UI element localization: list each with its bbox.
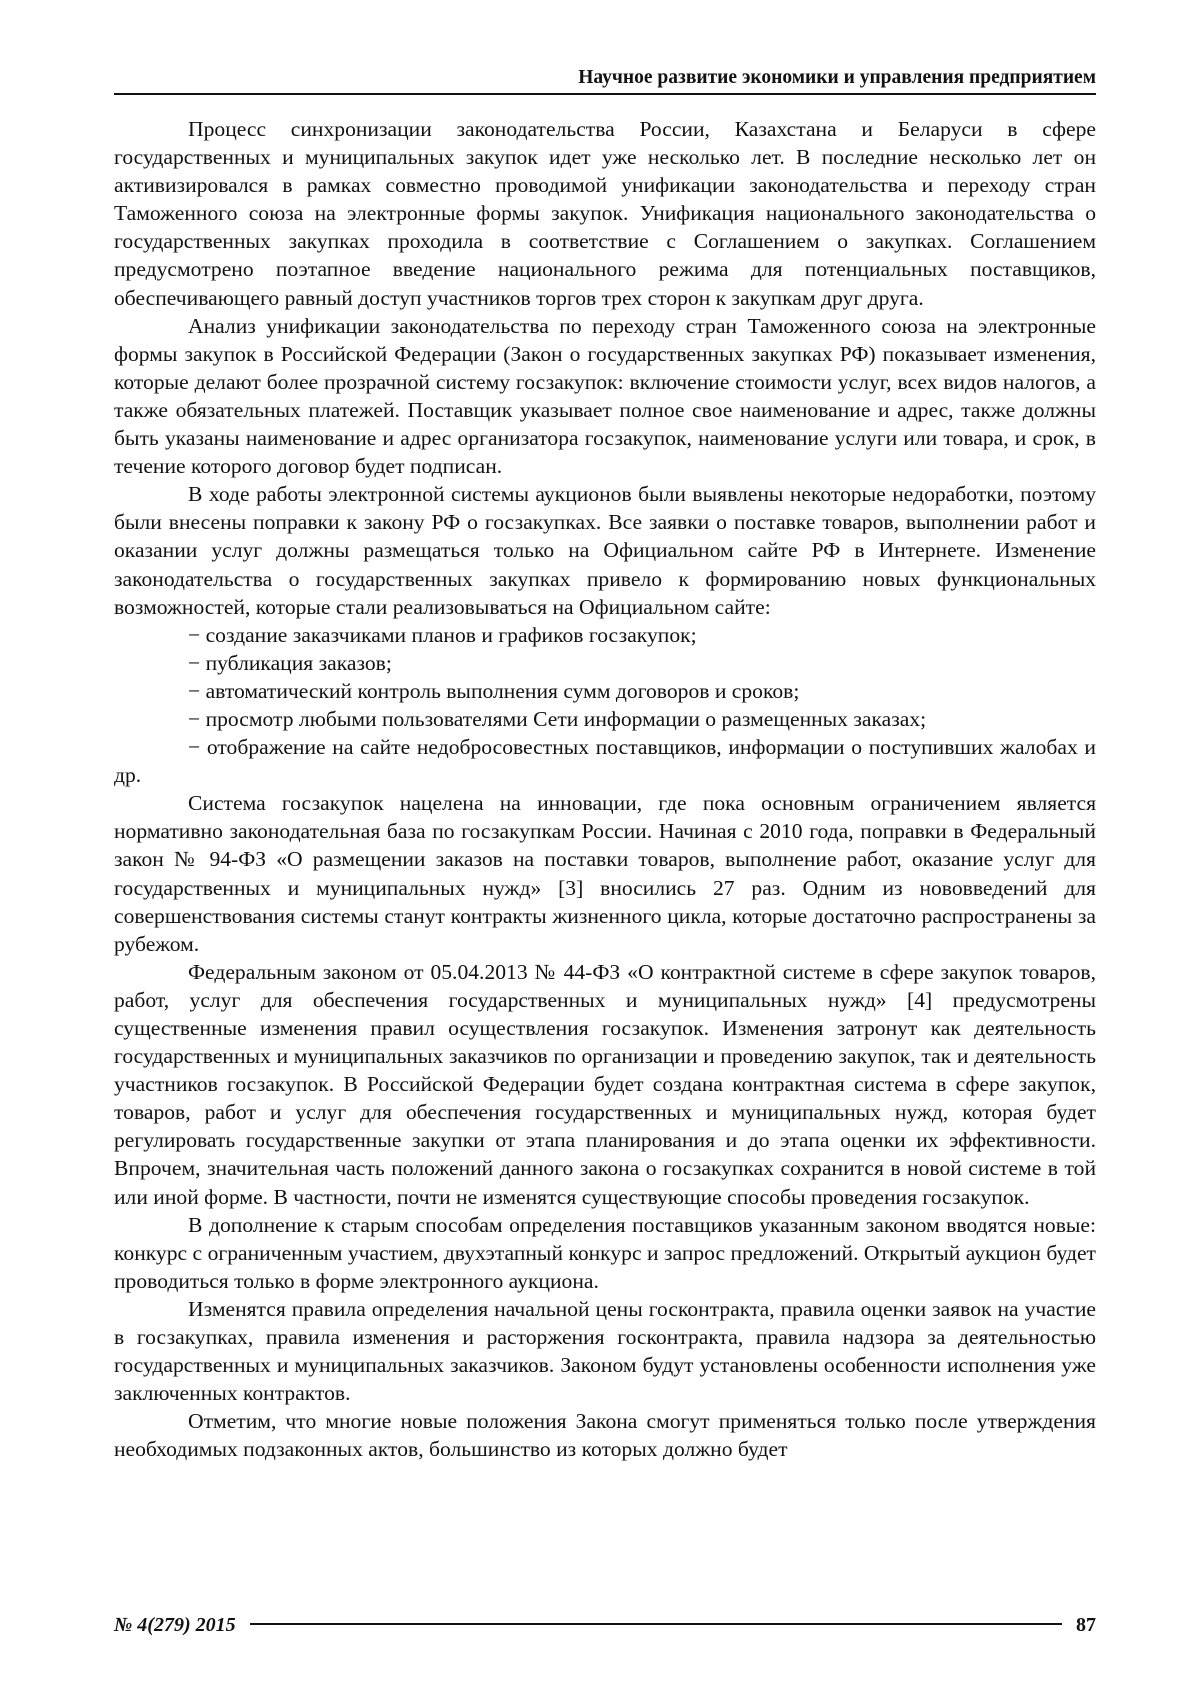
running-header: Научное развитие экономики и управления предприятием: [114, 66, 1096, 95]
list-item-3: − автоматический контроль выполнения сумм договоров и сроков;: [188, 678, 800, 703]
paragraph-2: Анализ унификации законодательства по переходу стран Таможенного союза на электронные формы закупок в Российской Федерации (Закон о государственных закупках РФ) показывает изменения, которые делают более прозрачной систему госзакупок: включение стоимости услуг, всех видов налогов, а также обязательных платежей. Поставщик указывает полное свое наименование и адрес, также должны быть указаны наименование и адрес организатора госзакупок, наименование услуги или товара, и срок, в течение которого договор будет подписан.: [114, 313, 1096, 479]
paragraph-4: Система госзакупок нацелена на инновации, где пока основным ограничением является нормативно законодательная база по госзакупкам России. Начиная с 2010 года, поправки в Федеральный закон № 94-ФЗ «О размещении заказов на поставки товаров, выполнение работ, оказание услуг для государственных и муниципальных нужд» [3] вносились 27 раз. Одним из нововведений для совершенствования системы станут контракты жизненного цикла, которые достаточно распространены за рубежом.: [114, 791, 1096, 956]
paragraph-8: Отметим, что многие новые положения Закона смогут применяться только после утверждения необходимых подзаконных актов, большинство из которых должно будет: [114, 1409, 1096, 1462]
paragraph-5: Федеральным законом от 05.04.2013 № 44-ФЗ «О контрактной системе в сфере закупок товаров, работ, услуг для обеспечения государственных и муниципальных нужд» [4] предусмотрены существенные изменения правил осуществления госзакупок. Изменения затронут как деятельность государственных и муниципальных заказчиков по организации и проведению закупок, так и деятельность участников госзакупок. В Российской Федерации будет создана контрактная система в сфере закупок, товаров, работ и услуг для обеспечения государственных и муниципальных нужд, которая будет регулировать государственные закупки от этапа планирования и до этапа оценки их эффективности. Впрочем, значительная часть положений данного закона о госзакупках сохранится в новой системе в той или иной форме. В частности, почти не изменятся существующие способы проведения госзакупок.: [114, 959, 1096, 1209]
page-footer: [114, 1614, 1096, 1637]
page-number: 87: [1076, 1614, 1096, 1636]
footer-rule: [250, 1623, 1062, 1625]
paragraph-6: В дополнение к старым способам определения поставщиков указанным законом вводятся новые: конкурс с ограниченным участием, двухэтапный конкурс и запрос предложений. Открытый аукцион будет проводиться только в форме электронного аукциона.: [114, 1212, 1096, 1293]
issue-number: № 4(279) 2015: [114, 1614, 236, 1636]
list-item-5: − отображение на сайте недобросовестных поставщиков, информации о поступивших жалобах и др.: [114, 735, 1096, 788]
article-body: [114, 115, 1096, 1464]
paragraph-7: Изменятся правила определения начальной цены госконтракта, правила оценки заявок на участие в госзакупках, правила изменения и расторжения госконтракта, правила надзора за деятельностью государственных и муниципальных заказчиков. Законом будут установлены особенности исполнения уже заключенных контрактов.: [114, 1296, 1096, 1406]
list-item-1: − создание заказчиками планов и графиков госзакупок;: [188, 622, 697, 647]
paragraph-3: В ходе работы электронной системы аукционов были выявлены некоторые недоработки, поэтому были внесены поправки к закону РФ о госзакупках. Все заявки о поставке товаров, выполнении работ и оказании услуг должны размещаться только на Официальном сайте РФ в Интернете. Изменение законодательства о государственных закупках привело к формированию новых функциональных возможностей, которые стали реализовываться на Официальном сайте:: [114, 482, 1096, 619]
paragraph-1: Процесс синхронизации законодательства России, Казахстана и Беларуси в сфере государственных и муниципальных закупок идет уже несколько лет. В последние несколько лет он активизировался в рамках совместно проводимой унификации законодательства и переходу стран Таможенного союза на электронные формы закупок. Унификация национального законодательства о государственных закупках проходила в соответствие с Соглашением о закупках. Соглашением предусмотрено поэтапное введение национального режима для потенциальных поставщиков, обеспечивающего равный доступ участников торгов трех сторон к закупкам друг друга.: [114, 117, 1096, 310]
list-item-4: − просмотр любыми пользователями Сети информации о размещенных заказах;: [188, 706, 927, 731]
list-item-2: − публикация заказов;: [188, 650, 392, 675]
